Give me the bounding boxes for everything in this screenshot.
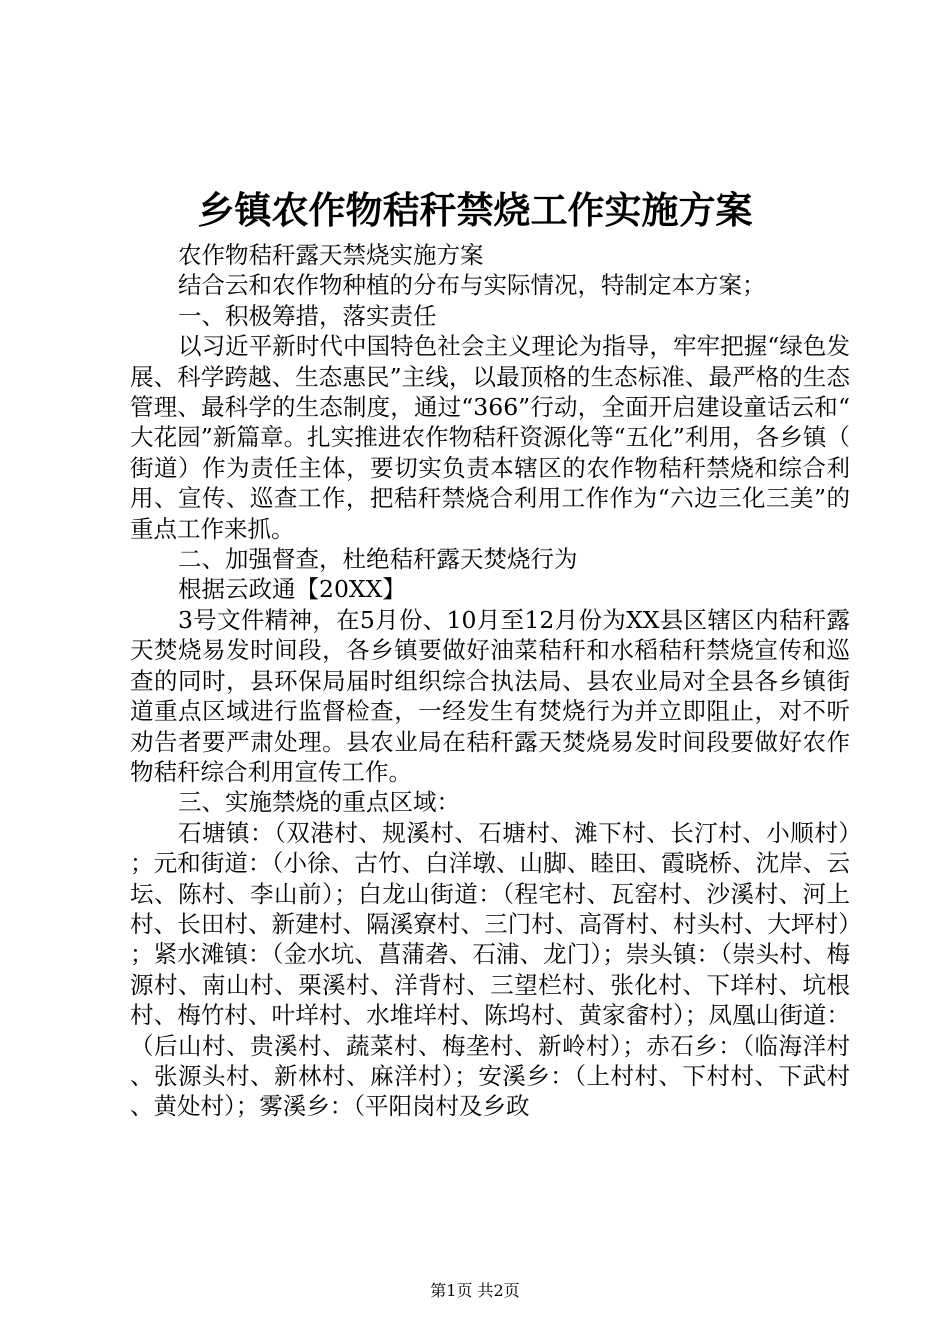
paragraph-intro: 结合云和农作物种植的分布与实际情况，特制定本方案； [178, 271, 766, 300]
document-body [130, 240, 850, 1122]
paragraph-subtitle: 农作物秸秆露天禁烧实施方案 [178, 241, 484, 269]
section-heading-3: 三、实施禁烧的重点区域： [178, 788, 460, 817]
paragraph-reference: 根据云政通【20XX】 [178, 575, 406, 604]
section-heading-2: 二、加强督查，杜绝秸秆露天焚烧行为 [178, 545, 578, 574]
paragraph-section-3: 石塘镇：（双港村、规溪村、石塘村、滩下村、长汀村、小顺村）；元和街道：（小徐、古竹、白洋墩、山脚、睦田、霞晓桥、沈岸、云坛、陈村、李山前）；白龙山街道：（程宅村、瓦窑村、沙溪村、河上村、长田村、新建村、隔溪寮村、三门村、高胥村、村头村、大坪村）；紧水滩镇：（金水坑、菖蒲砻、石浦、龙门）；崇头镇：（崇头村、梅源村、南山村、栗溪村、洋背村、三望栏村、张化村、下垟村、坑根村、梅竹村、叶垟村、水堆垟村、陈坞村、黄家畲村）；凤凰山街道：（后山村、贵溪村、蔬菜村、梅垄村、新岭村）；赤石乡：（临海洋村、张源头村、新林村、麻洋村）；安溪乡：（上村村、下村村、下武村、黄处村）；雾溪乡：（平阳岗村及乡政 [130, 818, 850, 1121]
page-footer: 第1页 共2页 [430, 1281, 520, 1300]
document-title: 乡镇农作物秸秆禁烧工作实施方案 [197, 188, 753, 232]
section-heading-1: 一、积极筹措，落实责任 [178, 301, 437, 330]
paragraph-section-2: 3号文件精神，在5月份、10月至12月份为XX县区辖区内秸秆露天焚烧易发时间段，各乡镇要做好油菜秸秆和水稻秸秆禁烧宣传和巡查的同时，县环保局届时组织综合执法局、县农业局对全县各乡镇街道重点区域进行监督检查，一经发生有焚烧行为并立即阻止，对不听劝告者要严肃处理。县农业局在秸秆露天焚烧易发时间段要做好农作物秸秆综合利用宣传工作。 [130, 605, 850, 786]
paragraph-section-1: 以习近平新时代中国特色社会主义理论为指导，牢牢把握“绿色发展、科学跨越、生态惠民”主线，以最顶格的生态标准、最严格的生态管理、最科学的生态制度，通过“366”行动，全面开启建设童话云和“大花园”新篇章。扎实推进农作物秸秆资源化等“五化”利用，各乡镇（街道）作为责任主体，要切实负责本辖区的农作物秸秆禁烧和综合利用、宣传、巡查工作，把秸秆禁烧合利用工作作为“六边三化三美”的重点工作来抓。 [130, 332, 850, 543]
